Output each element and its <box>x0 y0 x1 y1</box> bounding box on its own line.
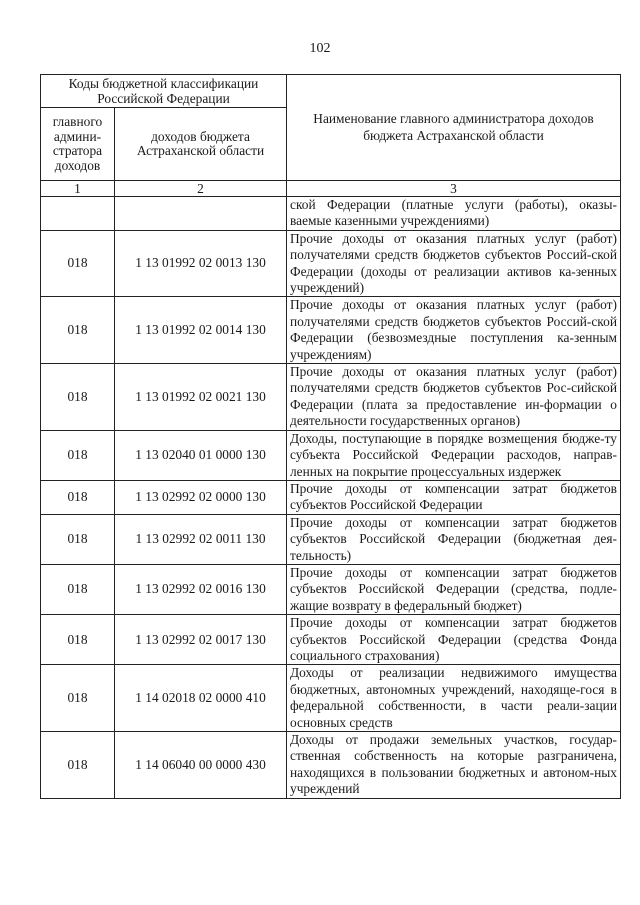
column-number-3: 3 <box>287 181 621 197</box>
column-numbers-row <box>41 181 621 197</box>
table-row <box>41 514 621 564</box>
table-row <box>41 564 621 614</box>
income-code-cell: 1 13 01992 02 0014 130 <box>115 297 287 364</box>
income-code-cell: 1 13 02992 02 0017 130 <box>115 615 287 665</box>
income-name-cell: ской Федерации (платные услуги (работы), оказы-ваемые казенными учреждениями) <box>287 197 621 231</box>
table-row <box>41 732 621 799</box>
table-row <box>41 665 621 732</box>
income-name-cell: Прочие доходы от компенсации затрат бюджетов субъектов Российской Федерации (средства, подле-жащие возврату в федеральный бюджет) <box>287 564 621 614</box>
income-name-cell: Доходы от продажи земельных участков, государ-ственная собственность на которые разграничена, находящихся в пользовании бюджетных и автоном-ных учреждений <box>287 732 621 799</box>
table-row <box>41 364 621 431</box>
income-code-cell: 1 13 01992 02 0021 130 <box>115 364 287 431</box>
table-row <box>41 230 621 297</box>
header-admin-code: главного админи-стратора доходов <box>41 108 115 181</box>
budget-classification-table <box>40 74 621 799</box>
income-code-cell: 1 13 02040 01 0000 130 <box>115 430 287 480</box>
income-name-cell: Прочие доходы от компенсации затрат бюджетов субъектов Российской Федерации (бюджетная дея-тельность) <box>287 514 621 564</box>
column-number-2: 2 <box>115 181 287 197</box>
admin-code-cell: 018 <box>41 564 115 614</box>
table-row <box>41 615 621 665</box>
admin-code-cell: 018 <box>41 732 115 799</box>
income-code-cell: 1 13 02992 02 0000 130 <box>115 480 287 514</box>
admin-code-cell: 018 <box>41 615 115 665</box>
admin-code-cell: 018 <box>41 514 115 564</box>
income-code-cell: 1 13 02992 02 0011 130 <box>115 514 287 564</box>
income-code-cell: 1 14 02018 02 0000 410 <box>115 665 287 732</box>
admin-code-cell: 018 <box>41 297 115 364</box>
admin-code-cell: 018 <box>41 480 115 514</box>
header-administrator-name: Наименование главного администратора доходов бюджета Астраханской области <box>287 75 621 181</box>
header-income-code: доходов бюджета Астраханской области <box>115 108 287 181</box>
table-row <box>41 197 621 231</box>
column-number-1: 1 <box>41 181 115 197</box>
admin-code-cell: 018 <box>41 230 115 297</box>
table-row <box>41 297 621 364</box>
income-code-cell: 1 13 01992 02 0013 130 <box>115 230 287 297</box>
income-code-cell <box>115 197 287 231</box>
admin-code-cell: 018 <box>41 364 115 431</box>
income-name-cell: Прочие доходы от компенсации затрат бюджетов субъектов Российской Федерации (средства Фонда социального страхования) <box>287 615 621 665</box>
admin-code-cell: 018 <box>41 665 115 732</box>
admin-code-cell: 018 <box>41 430 115 480</box>
admin-code-cell <box>41 197 115 231</box>
income-name-cell: Прочие доходы от оказания платных услуг (работ) получателями средств бюджетов субъектов Рос-сийской Федерации (плата за предоставление ин-формации о деятельности государственных органов) <box>287 364 621 431</box>
income-name-cell: Доходы от реализации недвижимого имущества бюджетных, автономных учреждений, находяще-гося в федеральной собственности, в части реали-зации основных средств <box>287 665 621 732</box>
table-row <box>41 430 621 480</box>
header-classification-codes: Коды бюджетной классификации Российской Федерации <box>41 75 287 108</box>
income-code-cell: 1 14 06040 00 0000 430 <box>115 732 287 799</box>
income-name-cell: Прочие доходы от оказания платных услуг (работ) получателями средств бюджетов субъектов Россий-ской Федерации (доходы от реализации активов ка-зенных учреждений) <box>287 230 621 297</box>
income-name-cell: Прочие доходы от оказания платных услуг (работ) получателями средств бюджетов субъектов Россий-ской Федерации (безвозмездные поступления ка-зенным учреждениям) <box>287 297 621 364</box>
income-code-cell: 1 13 02992 02 0016 130 <box>115 564 287 614</box>
income-name-cell: Доходы, поступающие в порядке возмещения бюдже-ту субъекта Российской Федерации расходов, направ-ленных на покрытие процессуальных издержек <box>287 430 621 480</box>
table-row <box>41 480 621 514</box>
table-body <box>41 197 621 799</box>
income-name-cell: Прочие доходы от компенсации затрат бюджетов субъектов Российской Федерации <box>287 480 621 514</box>
page-number: 102 <box>309 41 331 56</box>
